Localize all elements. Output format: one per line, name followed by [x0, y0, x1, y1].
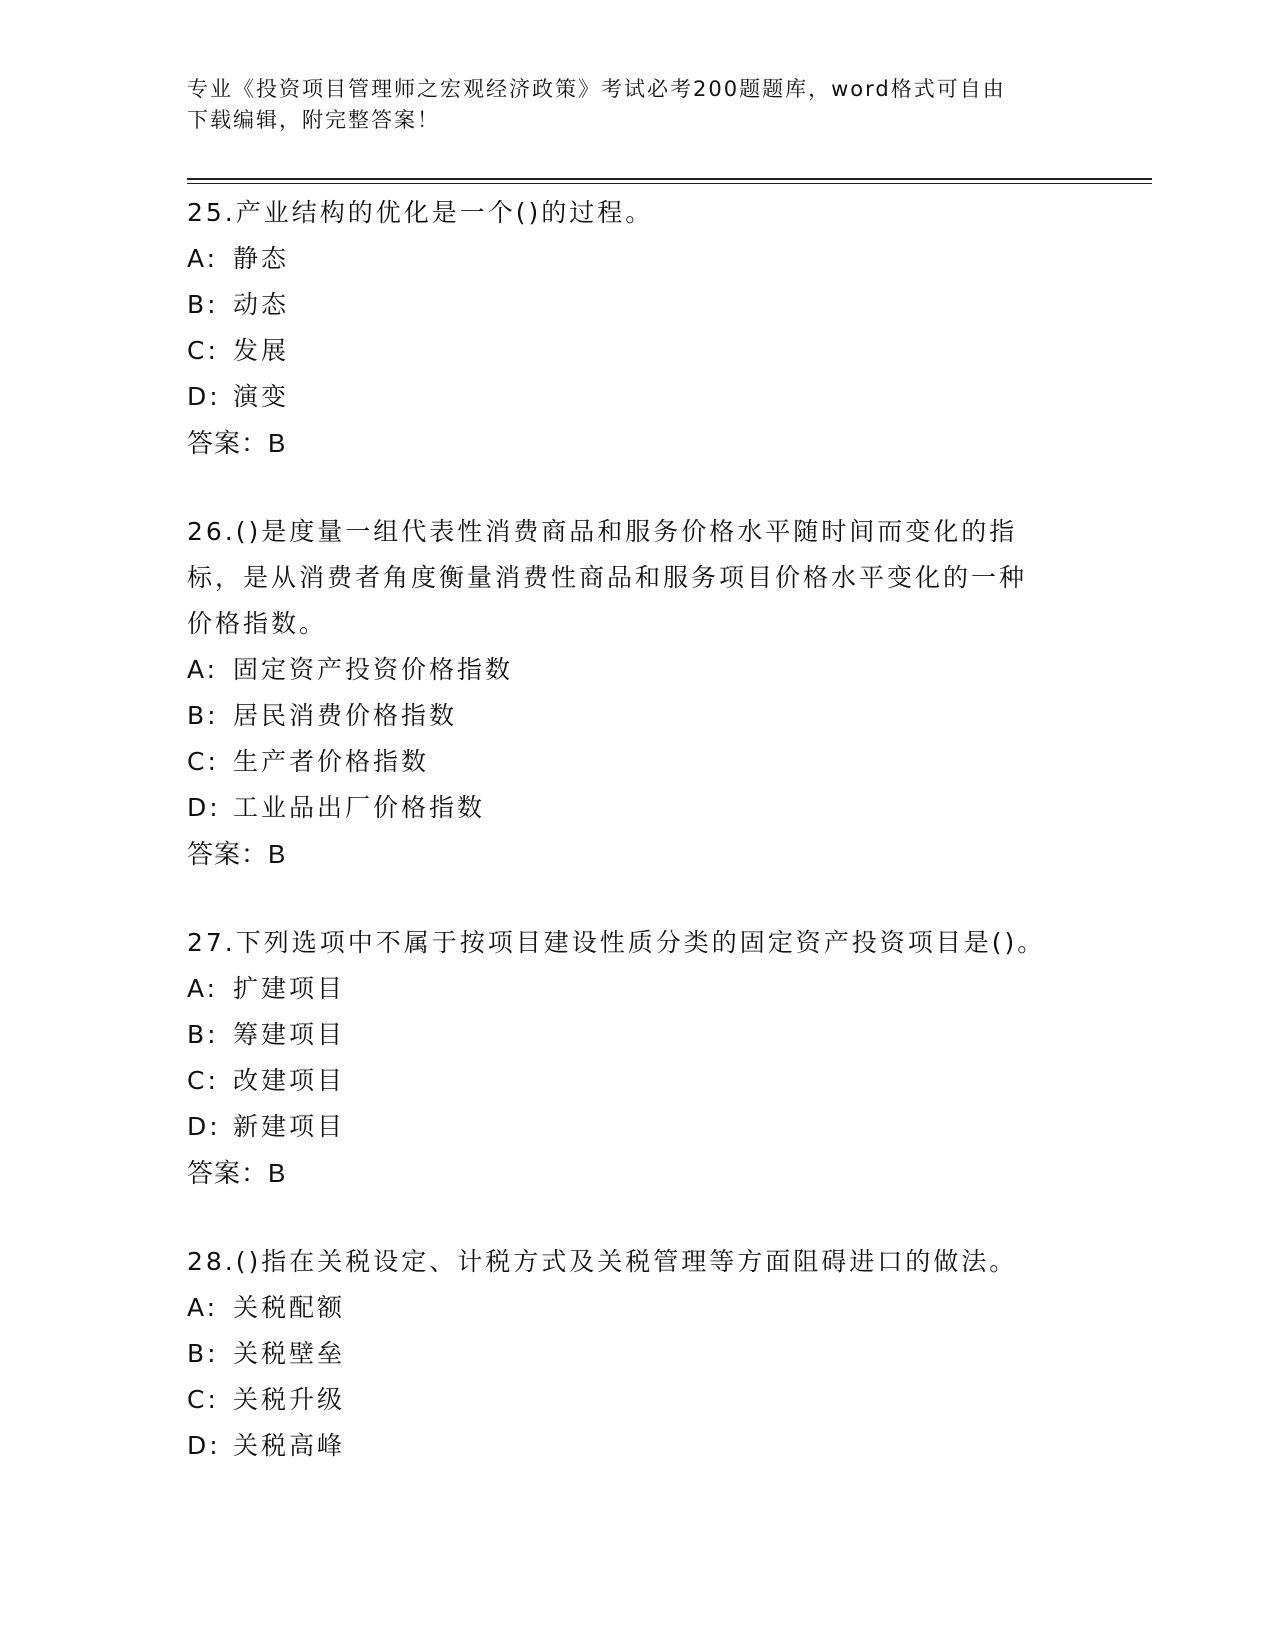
- option-a: A: 固定资产投资价格指数: [187, 655, 514, 684]
- option-b: B: 关税壁垒: [187, 1339, 346, 1368]
- option-c: C: 改建项目: [187, 1066, 346, 1095]
- option-d: D: 新建项目: [187, 1112, 346, 1141]
- option-a: A: 静态: [187, 244, 290, 273]
- question-28: [187, 1239, 1087, 1469]
- header-divider-thick: [187, 178, 1152, 180]
- answer: 答案：B: [187, 839, 287, 869]
- question-26: [187, 509, 1087, 877]
- option-d: D: 工业品出厂价格指数: [187, 793, 486, 822]
- option-b: B: 居民消费价格指数: [187, 701, 458, 730]
- option-b: B: 动态: [187, 290, 290, 319]
- question-27: [187, 920, 1087, 1196]
- answer: 答案：B: [187, 428, 287, 458]
- header-line-2: 下载编辑，附完整答案！: [187, 108, 440, 132]
- header-divider-thin: [187, 183, 1152, 184]
- option-c: C: 发展: [187, 336, 290, 365]
- option-b: B: 筹建项目: [187, 1020, 346, 1049]
- question-stem: 26.()是度量一组代表性消费商品和服务价格水平随时间而变化的指标，是从消费者角度衡量消费性商品和服务项目价格水平变化的一种价格指数。: [187, 517, 1028, 638]
- question-25: [187, 190, 1087, 466]
- option-a: A: 关税配额: [187, 1293, 346, 1322]
- answer: 答案：B: [187, 1158, 287, 1188]
- option-d: D: 关税高峰: [187, 1431, 346, 1460]
- option-a: A: 扩建项目: [187, 974, 346, 1003]
- header-line-1: 专业《投资项目管理师之宏观经济政策》考试必考200题题库，word格式可自由: [187, 77, 1006, 101]
- question-stem: 28.()指在关税设定、计税方式及关税管理等方面阻碍进口的做法。: [187, 1247, 1018, 1276]
- option-c: C: 生产者价格指数: [187, 747, 430, 776]
- option-d: D: 演变: [187, 382, 290, 411]
- document-header: [187, 74, 1067, 136]
- question-stem: 27.下列选项中不属于按项目建设性质分类的固定资产投资项目是()。: [187, 928, 1046, 957]
- option-c: C: 关税升级: [187, 1385, 346, 1414]
- question-list: [187, 190, 1087, 1512]
- question-stem: 25.产业结构的优化是一个()的过程。: [187, 198, 654, 227]
